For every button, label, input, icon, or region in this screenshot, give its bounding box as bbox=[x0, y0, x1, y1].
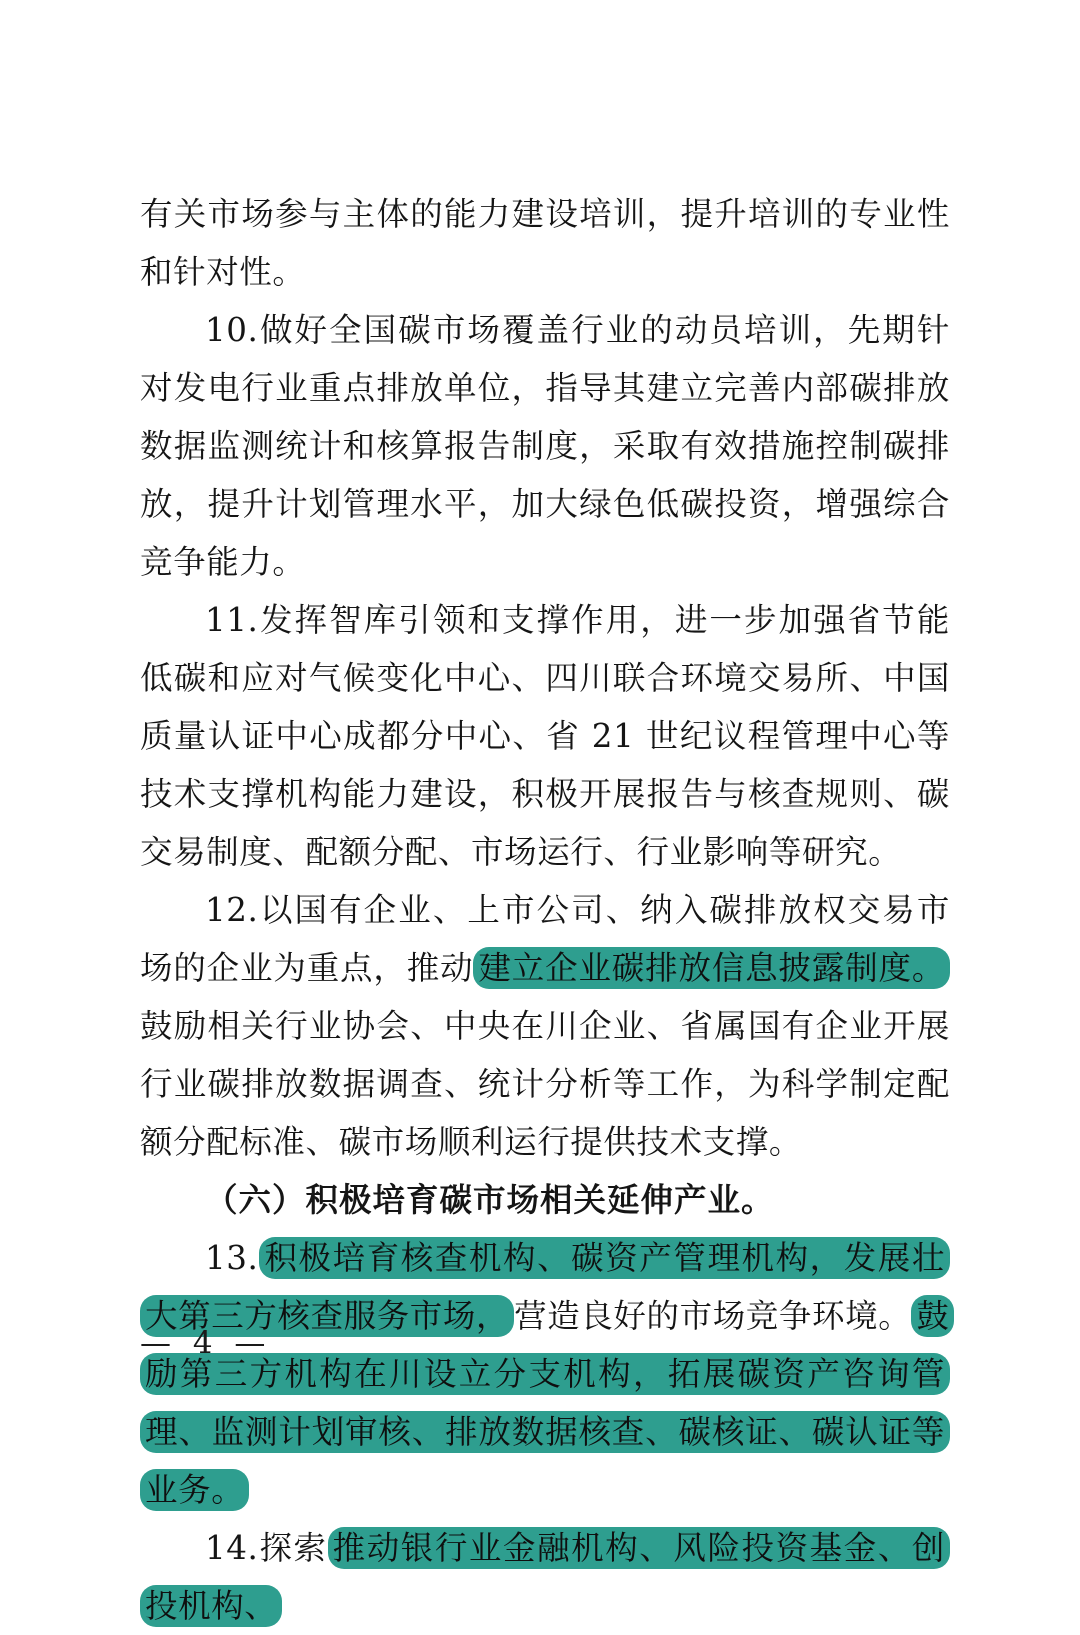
heading-6 bbox=[140, 1171, 950, 1229]
para-continued bbox=[140, 185, 950, 301]
para-11 bbox=[140, 591, 950, 881]
para-continued-text-0: 有关市场参与主体的能力建设培训，提升培训的专业性和针对性。 bbox=[140, 195, 950, 291]
para-10 bbox=[140, 301, 950, 591]
para-14-text-0: 14.探索 bbox=[205, 1529, 328, 1567]
para-12 bbox=[140, 881, 950, 1171]
heading-6-text-0: （六）积极培育碳市场相关延伸产业。 bbox=[205, 1180, 775, 1219]
para-13-text-2: 营造良好的市场竞争环境。 bbox=[514, 1297, 912, 1335]
para-12-highlight-1: 建立企业碳排放信息披露制度。 bbox=[473, 947, 950, 989]
document-text-body bbox=[140, 185, 950, 1635]
para-13 bbox=[140, 1229, 950, 1519]
para-10-text-0: 10.做好全国碳市场覆盖行业的动员培训，先期针对发电行业重点排放单位，指导其建立完善内部碳排放数据监测统计和核算报告制度，采取有效措施控制碳排放，提升计划管理水平，加大绿色低碳投资，增强综合竞争能力。 bbox=[140, 311, 950, 581]
page-number: — 4 — bbox=[140, 1325, 272, 1361]
para-12-text-0: 12.以国有企业、上市公司、纳入碳排放权交易市场的企业为重点，推动 bbox=[140, 891, 950, 987]
para-14 bbox=[140, 1519, 950, 1635]
para-11-text-0: 11.发挥智库引领和支撑作用，进一步加强省节能低碳和应对气候变化中心、四川联合环境交易所、中国质量认证中心成都分中心、省 21 世纪议程管理中心等技术支撑机构能力建设，积极开展报告与核查规则、碳交易制度、配额分配、市场运行、行业影响等研究。 bbox=[140, 601, 950, 871]
para-14-highlight-1: 推动银行业金融机构、风险投资基金、创投机构、 bbox=[140, 1527, 950, 1627]
para-13-highlight-3: 鼓励第三方机构在川设立分支机构，拓展碳资产咨询管理、监测计划审核、排放数据核查、碳核证、碳认证等业务。 bbox=[140, 1295, 954, 1511]
para-12-text-2: 鼓励相关行业协会、中央在川企业、省属国有企业开展行业碳排放数据调查、统计分析等工作，为科学制定配额分配标准、碳市场顺利运行提供技术支撑。 bbox=[140, 1007, 950, 1161]
para-13-text-0: 13. bbox=[205, 1239, 259, 1277]
para-13-highlight-1: 积极培育核查机构、碳资产管理机构，发展壮大第三方核查服务市场， bbox=[140, 1237, 950, 1337]
